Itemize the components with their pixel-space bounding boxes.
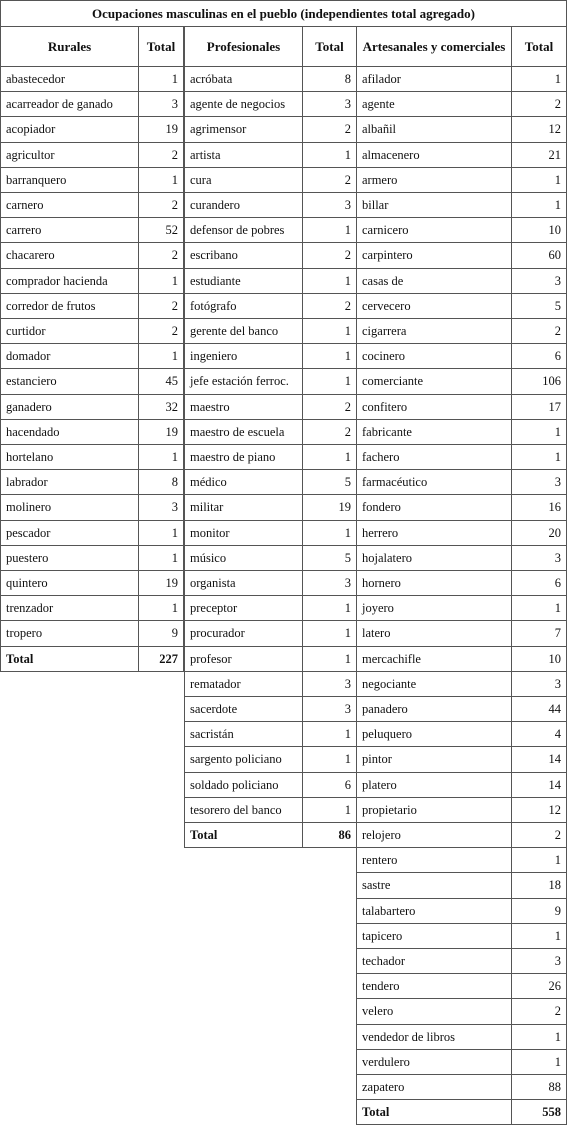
artesanales-total-value: 558 [511, 1099, 567, 1125]
artesanales-row-value: 1 [511, 192, 567, 218]
rurales-row-value: 2 [138, 242, 184, 269]
profesionales-row-value: 1 [302, 368, 357, 395]
artesanales-row-name: agente [356, 91, 512, 117]
rurales-row-name: curtidor [0, 318, 139, 344]
profesionales-row-value: 2 [302, 293, 357, 319]
profesionales-row-name: estudiante [184, 268, 303, 294]
profesionales-row-name: profesor [184, 646, 303, 672]
artesanales-row-value: 6 [511, 570, 567, 596]
artesanales-row-name: negociante [356, 671, 512, 697]
profesionales-row-name: sacristán [184, 721, 303, 747]
profesionales-row-name: escribano [184, 242, 303, 269]
profesionales-row-name: sacerdote [184, 696, 303, 722]
profesionales-row-value: 1 [302, 343, 357, 369]
artesanales-row-value: 17 [511, 394, 567, 420]
profesionales-row-name: preceptor [184, 595, 303, 621]
rurales-row-value: 1 [138, 268, 184, 294]
artesanales-row-name: armero [356, 167, 512, 193]
artesanales-row-value: 1 [511, 444, 567, 470]
rurales-row-name: acarreador de ganado [0, 91, 139, 117]
rurales-row-name: labrador [0, 469, 139, 495]
artesanales-row-value: 1 [511, 419, 567, 445]
profesionales-row-value: 1 [302, 318, 357, 344]
artesanales-row-name: hojalatero [356, 545, 512, 571]
profesionales-row-name: ingeniero [184, 343, 303, 369]
profesionales-row-name: monitor [184, 520, 303, 546]
profesionales-row-value: 1 [302, 746, 357, 773]
artesanales-row-name: carnicero [356, 217, 512, 243]
rurales-row-value: 8 [138, 469, 184, 495]
profesionales-row-value: 1 [302, 721, 357, 747]
artesanales-row-name: vendedor de libros [356, 1024, 512, 1050]
profesionales-row-value: 1 [302, 595, 357, 621]
artesanales-row-name: fabricante [356, 419, 512, 445]
rurales-row-value: 32 [138, 394, 184, 420]
artesanales-row-value: 1 [511, 167, 567, 193]
artesanales-row-value: 4 [511, 721, 567, 747]
artesanales-row-value: 1 [511, 1024, 567, 1050]
artesanales-row-value: 21 [511, 142, 567, 168]
rurales-row-value: 19 [138, 570, 184, 596]
rurales-row-name: barranquero [0, 167, 139, 193]
artesanales-total-header: Total [511, 26, 567, 67]
profesionales-header: Profesionales [184, 26, 303, 67]
artesanales-row-name: peluquero [356, 721, 512, 747]
rurales-row-name: molinero [0, 494, 139, 521]
rurales-row-value: 1 [138, 520, 184, 546]
rurales-row-value: 19 [138, 116, 184, 143]
rurales-total-header: Total [138, 26, 184, 67]
artesanales-row-value: 12 [511, 797, 567, 823]
artesanales-row-value: 9 [511, 898, 567, 924]
artesanales-row-value: 14 [511, 772, 567, 798]
rurales-row-name: puestero [0, 545, 139, 571]
artesanales-row-value: 2 [511, 822, 567, 848]
artesanales-row-name: cervecero [356, 293, 512, 319]
profesionales-row-value: 2 [302, 167, 357, 193]
profesionales-row-name: militar [184, 494, 303, 521]
profesionales-total-header: Total [302, 26, 357, 67]
artesanales-row-name: platero [356, 772, 512, 798]
artesanales-row-name: hornero [356, 570, 512, 596]
profesionales-row-value: 1 [302, 268, 357, 294]
artesanales-row-name: cocinero [356, 343, 512, 369]
profesionales-row-name: jefe estación ferroc. [184, 368, 303, 395]
rurales-row-value: 2 [138, 318, 184, 344]
artesanales-row-value: 2 [511, 998, 567, 1025]
rurales-row-name: agricultor [0, 142, 139, 168]
artesanales-row-name: rentero [356, 847, 512, 873]
rurales-row-value: 1 [138, 167, 184, 193]
profesionales-row-name: artista [184, 142, 303, 168]
rurales-row-name: tropero [0, 620, 139, 647]
profesionales-row-value: 2 [302, 242, 357, 269]
artesanales-row-value: 10 [511, 217, 567, 243]
artesanales-row-name: verdulero [356, 1049, 512, 1075]
profesionales-row-name: músico [184, 545, 303, 571]
artesanales-row-name: fondero [356, 494, 512, 521]
rurales-row-value: 1 [138, 343, 184, 369]
profesionales-row-value: 5 [302, 469, 357, 495]
artesanales-row-name: pintor [356, 746, 512, 773]
artesanales-row-name: panadero [356, 696, 512, 722]
profesionales-row-name: fotógrafo [184, 293, 303, 319]
artesanales-row-value: 7 [511, 620, 567, 647]
artesanales-row-name: talabartero [356, 898, 512, 924]
artesanales-row-name: relojero [356, 822, 512, 848]
artesanales-row-value: 26 [511, 973, 567, 999]
profesionales-row-name: médico [184, 469, 303, 495]
profesionales-row-name: rematador [184, 671, 303, 697]
rurales-row-name: ganadero [0, 394, 139, 420]
rurales-row-value: 52 [138, 217, 184, 243]
artesanales-row-value: 1 [511, 66, 567, 92]
artesanales-row-name: billar [356, 192, 512, 218]
artesanales-row-name: casas de [356, 268, 512, 294]
rurales-row-value: 1 [138, 66, 184, 92]
artesanales-row-value: 10 [511, 646, 567, 672]
rurales-row-name: carrero [0, 217, 139, 243]
artesanales-row-value: 60 [511, 242, 567, 269]
artesanales-row-value: 12 [511, 116, 567, 143]
rurales-row-name: pescador [0, 520, 139, 546]
profesionales-row-value: 3 [302, 192, 357, 218]
artesanales-row-name: velero [356, 998, 512, 1025]
artesanales-row-name: techador [356, 948, 512, 974]
rurales-header: Rurales [0, 26, 139, 67]
rurales-total-value: 227 [138, 646, 184, 672]
profesionales-row-value: 3 [302, 91, 357, 117]
profesionales-row-value: 2 [302, 419, 357, 445]
profesionales-row-value: 3 [302, 570, 357, 596]
rurales-row-name: trenzador [0, 595, 139, 621]
artesanales-row-name: mercachifle [356, 646, 512, 672]
profesionales-row-value: 1 [302, 444, 357, 470]
artesanales-row-value: 106 [511, 368, 567, 395]
rurales-row-name: estanciero [0, 368, 139, 395]
artesanales-row-value: 16 [511, 494, 567, 521]
profesionales-row-value: 1 [302, 520, 357, 546]
artesanales-row-name: joyero [356, 595, 512, 621]
artesanales-row-name: herrero [356, 520, 512, 546]
profesionales-total-value: 86 [302, 822, 357, 848]
profesionales-row-name: acróbata [184, 66, 303, 92]
rurales-row-value: 2 [138, 293, 184, 319]
profesionales-row-value: 6 [302, 772, 357, 798]
profesionales-row-value: 19 [302, 494, 357, 521]
artesanales-row-name: tapicero [356, 923, 512, 949]
artesanales-row-value: 1 [511, 847, 567, 873]
profesionales-row-value: 5 [302, 545, 357, 571]
artesanales-header: Artesanales y comerciales [356, 26, 512, 67]
artesanales-row-name: tendero [356, 973, 512, 999]
rurales-row-name: comprador hacienda [0, 268, 139, 294]
profesionales-row-name: maestro de piano [184, 444, 303, 470]
rurales-row-name: chacarero [0, 242, 139, 269]
rurales-row-name: hacendado [0, 419, 139, 445]
artesanales-row-value: 1 [511, 923, 567, 949]
artesanales-row-value: 20 [511, 520, 567, 546]
profesionales-row-value: 1 [302, 646, 357, 672]
rurales-row-value: 3 [138, 91, 184, 117]
rurales-row-name: quintero [0, 570, 139, 596]
profesionales-row-value: 2 [302, 394, 357, 420]
profesionales-row-value: 2 [302, 116, 357, 143]
profesionales-row-name: defensor de pobres [184, 217, 303, 243]
rurales-total-label: Total [0, 646, 139, 672]
artesanales-row-value: 5 [511, 293, 567, 319]
artesanales-row-name: farmacéutico [356, 469, 512, 495]
profesionales-row-value: 1 [302, 217, 357, 243]
rurales-row-name: hortelano [0, 444, 139, 470]
artesanales-row-value: 2 [511, 318, 567, 344]
table-title: Ocupaciones masculinas en el pueblo (independientes total agregado) [0, 0, 567, 27]
artesanales-row-name: afilador [356, 66, 512, 92]
artesanales-row-value: 1 [511, 1049, 567, 1075]
profesionales-row-name: curandero [184, 192, 303, 218]
rurales-row-value: 19 [138, 419, 184, 445]
profesionales-row-name: tesorero del banco [184, 797, 303, 823]
artesanales-row-name: comerciante [356, 368, 512, 395]
artesanales-row-value: 3 [511, 948, 567, 974]
artesanales-row-name: albañil [356, 116, 512, 143]
rurales-row-value: 45 [138, 368, 184, 395]
profesionales-total-label: Total [184, 822, 303, 848]
profesionales-row-value: 1 [302, 797, 357, 823]
artesanales-row-value: 1 [511, 595, 567, 621]
artesanales-row-value: 14 [511, 746, 567, 773]
artesanales-row-name: sastre [356, 872, 512, 899]
rurales-row-name: domador [0, 343, 139, 369]
profesionales-row-name: cura [184, 167, 303, 193]
artesanales-row-name: zapatero [356, 1074, 512, 1100]
profesionales-row-name: organista [184, 570, 303, 596]
profesionales-row-value: 8 [302, 66, 357, 92]
artesanales-row-value: 18 [511, 872, 567, 899]
profesionales-row-name: agrimensor [184, 116, 303, 143]
profesionales-row-name: agente de negocios [184, 91, 303, 117]
profesionales-row-name: soldado policiano [184, 772, 303, 798]
artesanales-row-value: 6 [511, 343, 567, 369]
rurales-row-value: 1 [138, 595, 184, 621]
rurales-row-name: acopiador [0, 116, 139, 143]
artesanales-row-value: 2 [511, 91, 567, 117]
artesanales-row-value: 3 [511, 671, 567, 697]
rurales-row-name: corredor de frutos [0, 293, 139, 319]
artesanales-row-name: latero [356, 620, 512, 647]
profesionales-row-name: procurador [184, 620, 303, 647]
artesanales-row-name: carpintero [356, 242, 512, 269]
artesanales-row-name: almacenero [356, 142, 512, 168]
rurales-row-name: abastecedor [0, 66, 139, 92]
artesanales-row-value: 88 [511, 1074, 567, 1100]
artesanales-row-value: 3 [511, 469, 567, 495]
artesanales-row-value: 3 [511, 545, 567, 571]
artesanales-row-name: confitero [356, 394, 512, 420]
profesionales-row-name: gerente del banco [184, 318, 303, 344]
artesanales-row-name: cigarrera [356, 318, 512, 344]
profesionales-row-value: 1 [302, 620, 357, 647]
rurales-row-value: 3 [138, 494, 184, 521]
profesionales-row-value: 1 [302, 142, 357, 168]
profesionales-row-value: 3 [302, 671, 357, 697]
artesanales-row-value: 3 [511, 268, 567, 294]
rurales-row-value: 2 [138, 142, 184, 168]
rurales-row-value: 2 [138, 192, 184, 218]
profesionales-row-name: maestro [184, 394, 303, 420]
artesanales-row-value: 44 [511, 696, 567, 722]
rurales-row-name: carnero [0, 192, 139, 218]
rurales-row-value: 1 [138, 444, 184, 470]
profesionales-row-name: maestro de escuela [184, 419, 303, 445]
profesionales-row-value: 3 [302, 696, 357, 722]
artesanales-row-name: fachero [356, 444, 512, 470]
artesanales-total-label: Total [356, 1099, 512, 1125]
rurales-row-value: 1 [138, 545, 184, 571]
artesanales-row-name: propietario [356, 797, 512, 823]
profesionales-row-name: sargento policiano [184, 746, 303, 773]
rurales-row-value: 9 [138, 620, 184, 647]
